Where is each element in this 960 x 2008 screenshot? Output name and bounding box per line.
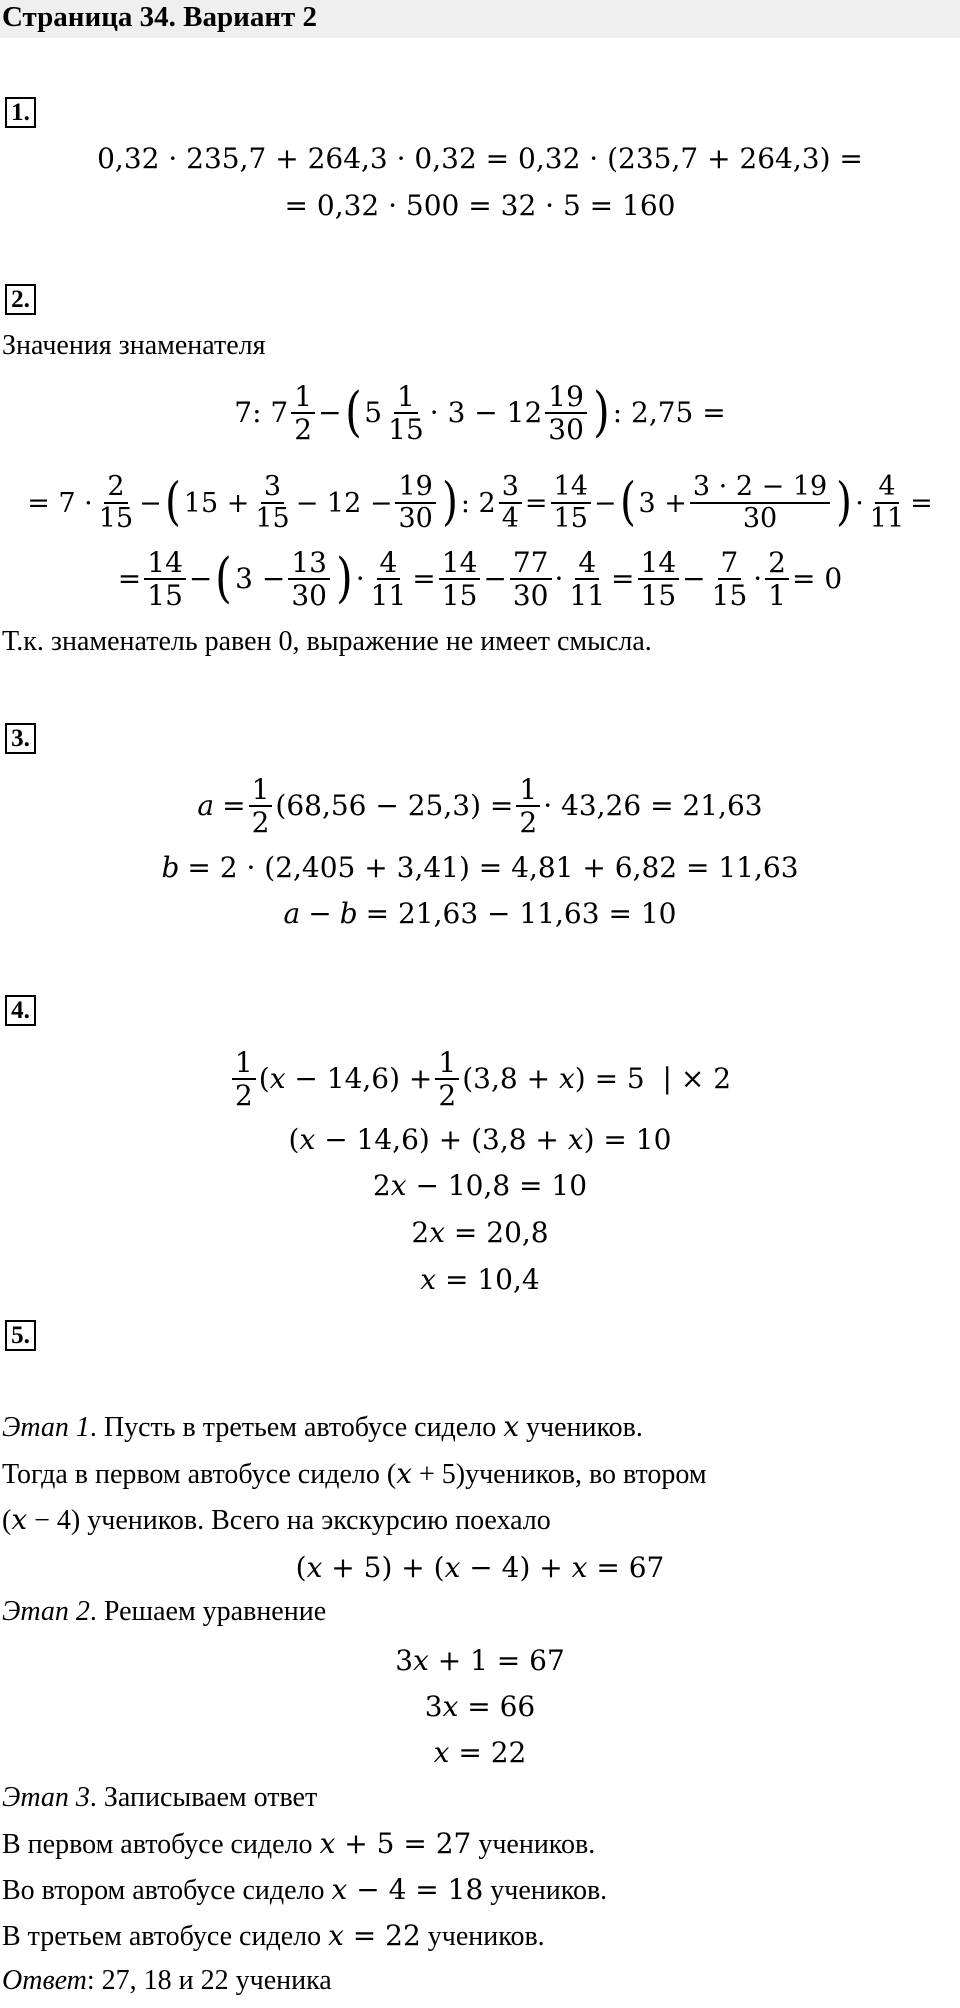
task-3-line-2: b = 2 · (2,405 + 3,41) = 4,81 + 6,82 = 11,63: [161, 851, 799, 884]
task-4-line-3: 2 x − 10,8 = 10: [372, 1169, 588, 1202]
task-3-line-3: a − b = 21,63 − 11,63 = 10: [283, 897, 677, 930]
task-2-line-2: = 7 · $\frac{2}{15}$ − ( 15 + $\frac{3}{15}$ − 12 − $\frac{19}{30}$ ) : 2 $\frac{3}{4}$ = $\frac{14}{15}$ − ( 3 + $\frac{3 \cdot 2 - 19}{30}$ ) · $\frac{4}{11}$ =: [27, 470, 933, 534]
task-1-line-2: = 0,32 · 500 = 32 · 5 = 160: [284, 189, 676, 222]
title-bar: [0, 0, 960, 38]
task-2-conclusion: Т.к. знаменатель равен 0, выражение не имеет смысла.: [2, 626, 652, 657]
task-3-number: 3.: [5, 723, 36, 754]
task-2-line-3: = $\frac{14}{15}$ − ( 3 − $\frac{13}{30}$ ) · $\frac{4}{11}$ = $\frac{14}{15}$ − $\frac{77}{30}$ · $\frac{4}{11}$ = $\frac{14}{15}$ − $\frac{7}{15}$ · $\frac{2}{1}$ = 0: [117, 545, 843, 612]
task-5-step-2: Этап 2. Решаем уравнение: [2, 1596, 327, 1627]
task-1-number: 1.: [5, 97, 36, 128]
task-4-line-1: $\frac{1}{2}$ ( x − 14,6) + $\frac{1}{2}$ (3,8 + x ) = 5 | × 2: [0, 1036, 960, 1122]
task-3-line-1: a = $\frac{1}{2}$ (68,56 − 25,3) = $\frac{1}{2}$ · 43,26 = 21,63: [197, 772, 763, 839]
task-2-intro: Значения знаменателя: [2, 330, 266, 361]
page-title: Страница 34. Вариант 2: [2, 1, 318, 33]
task-4-line-2: ( x − 14,6) + (3,8 + x ) = 10: [288, 1123, 672, 1156]
task-5-result-3: В третьем автобусе сидело x = 22 учеников.: [2, 1919, 545, 1952]
task-5-equation-1: ( x + 5) + ( x − 4) + x = 67: [295, 1551, 665, 1584]
task-2-line-1: 7: 7 $\frac{1}{2}$ − ( 5 $\frac{1}{15}$ · 3 − 12 $\frac{19}{30}$ ) : 2,75 =: [234, 379, 726, 446]
task-5-step-3: Этап 3. Записываем ответ: [2, 1782, 318, 1813]
task-5-step-1: Этап 1. Пусть в третьем автобусе сидело x учеников.: [2, 1410, 643, 1443]
task-5-equation-3: 3 x = 66: [424, 1690, 536, 1723]
task-5-paragraph-2: Тогда в первом автобусе сидело (x + 5)учеников, во втором: [2, 1457, 707, 1490]
task-5-number: 5.: [5, 1320, 36, 1351]
task-2-number: 2.: [5, 284, 36, 315]
task-5-answer: Ответ: 27, 18 и 22 ученика: [2, 1965, 332, 1996]
task-5-result-1: В первом автобусе сидело x + 5 = 27 учеников.: [2, 1827, 596, 1860]
task-5-equation-2: 3 x + 1 = 67: [395, 1644, 565, 1677]
task-5-paragraph-3: (x − 4) учеников. Всего на экскурсию поехало: [2, 1503, 551, 1536]
task-5-result-2: Во втором автобусе сидело x − 4 = 18 учеников.: [2, 1873, 608, 1906]
task-4-line-4: 2 x = 20,8: [411, 1216, 549, 1249]
task-5-equation-4: x = 22: [433, 1736, 527, 1769]
task-1-line-1: 0,32 · 235,7 + 264,3 · 0,32 = 0,32 · (235,7 + 264,3) =: [97, 142, 863, 175]
task-4-line-5: x = 10,4: [420, 1263, 540, 1296]
task-4-number: 4.: [5, 995, 36, 1026]
